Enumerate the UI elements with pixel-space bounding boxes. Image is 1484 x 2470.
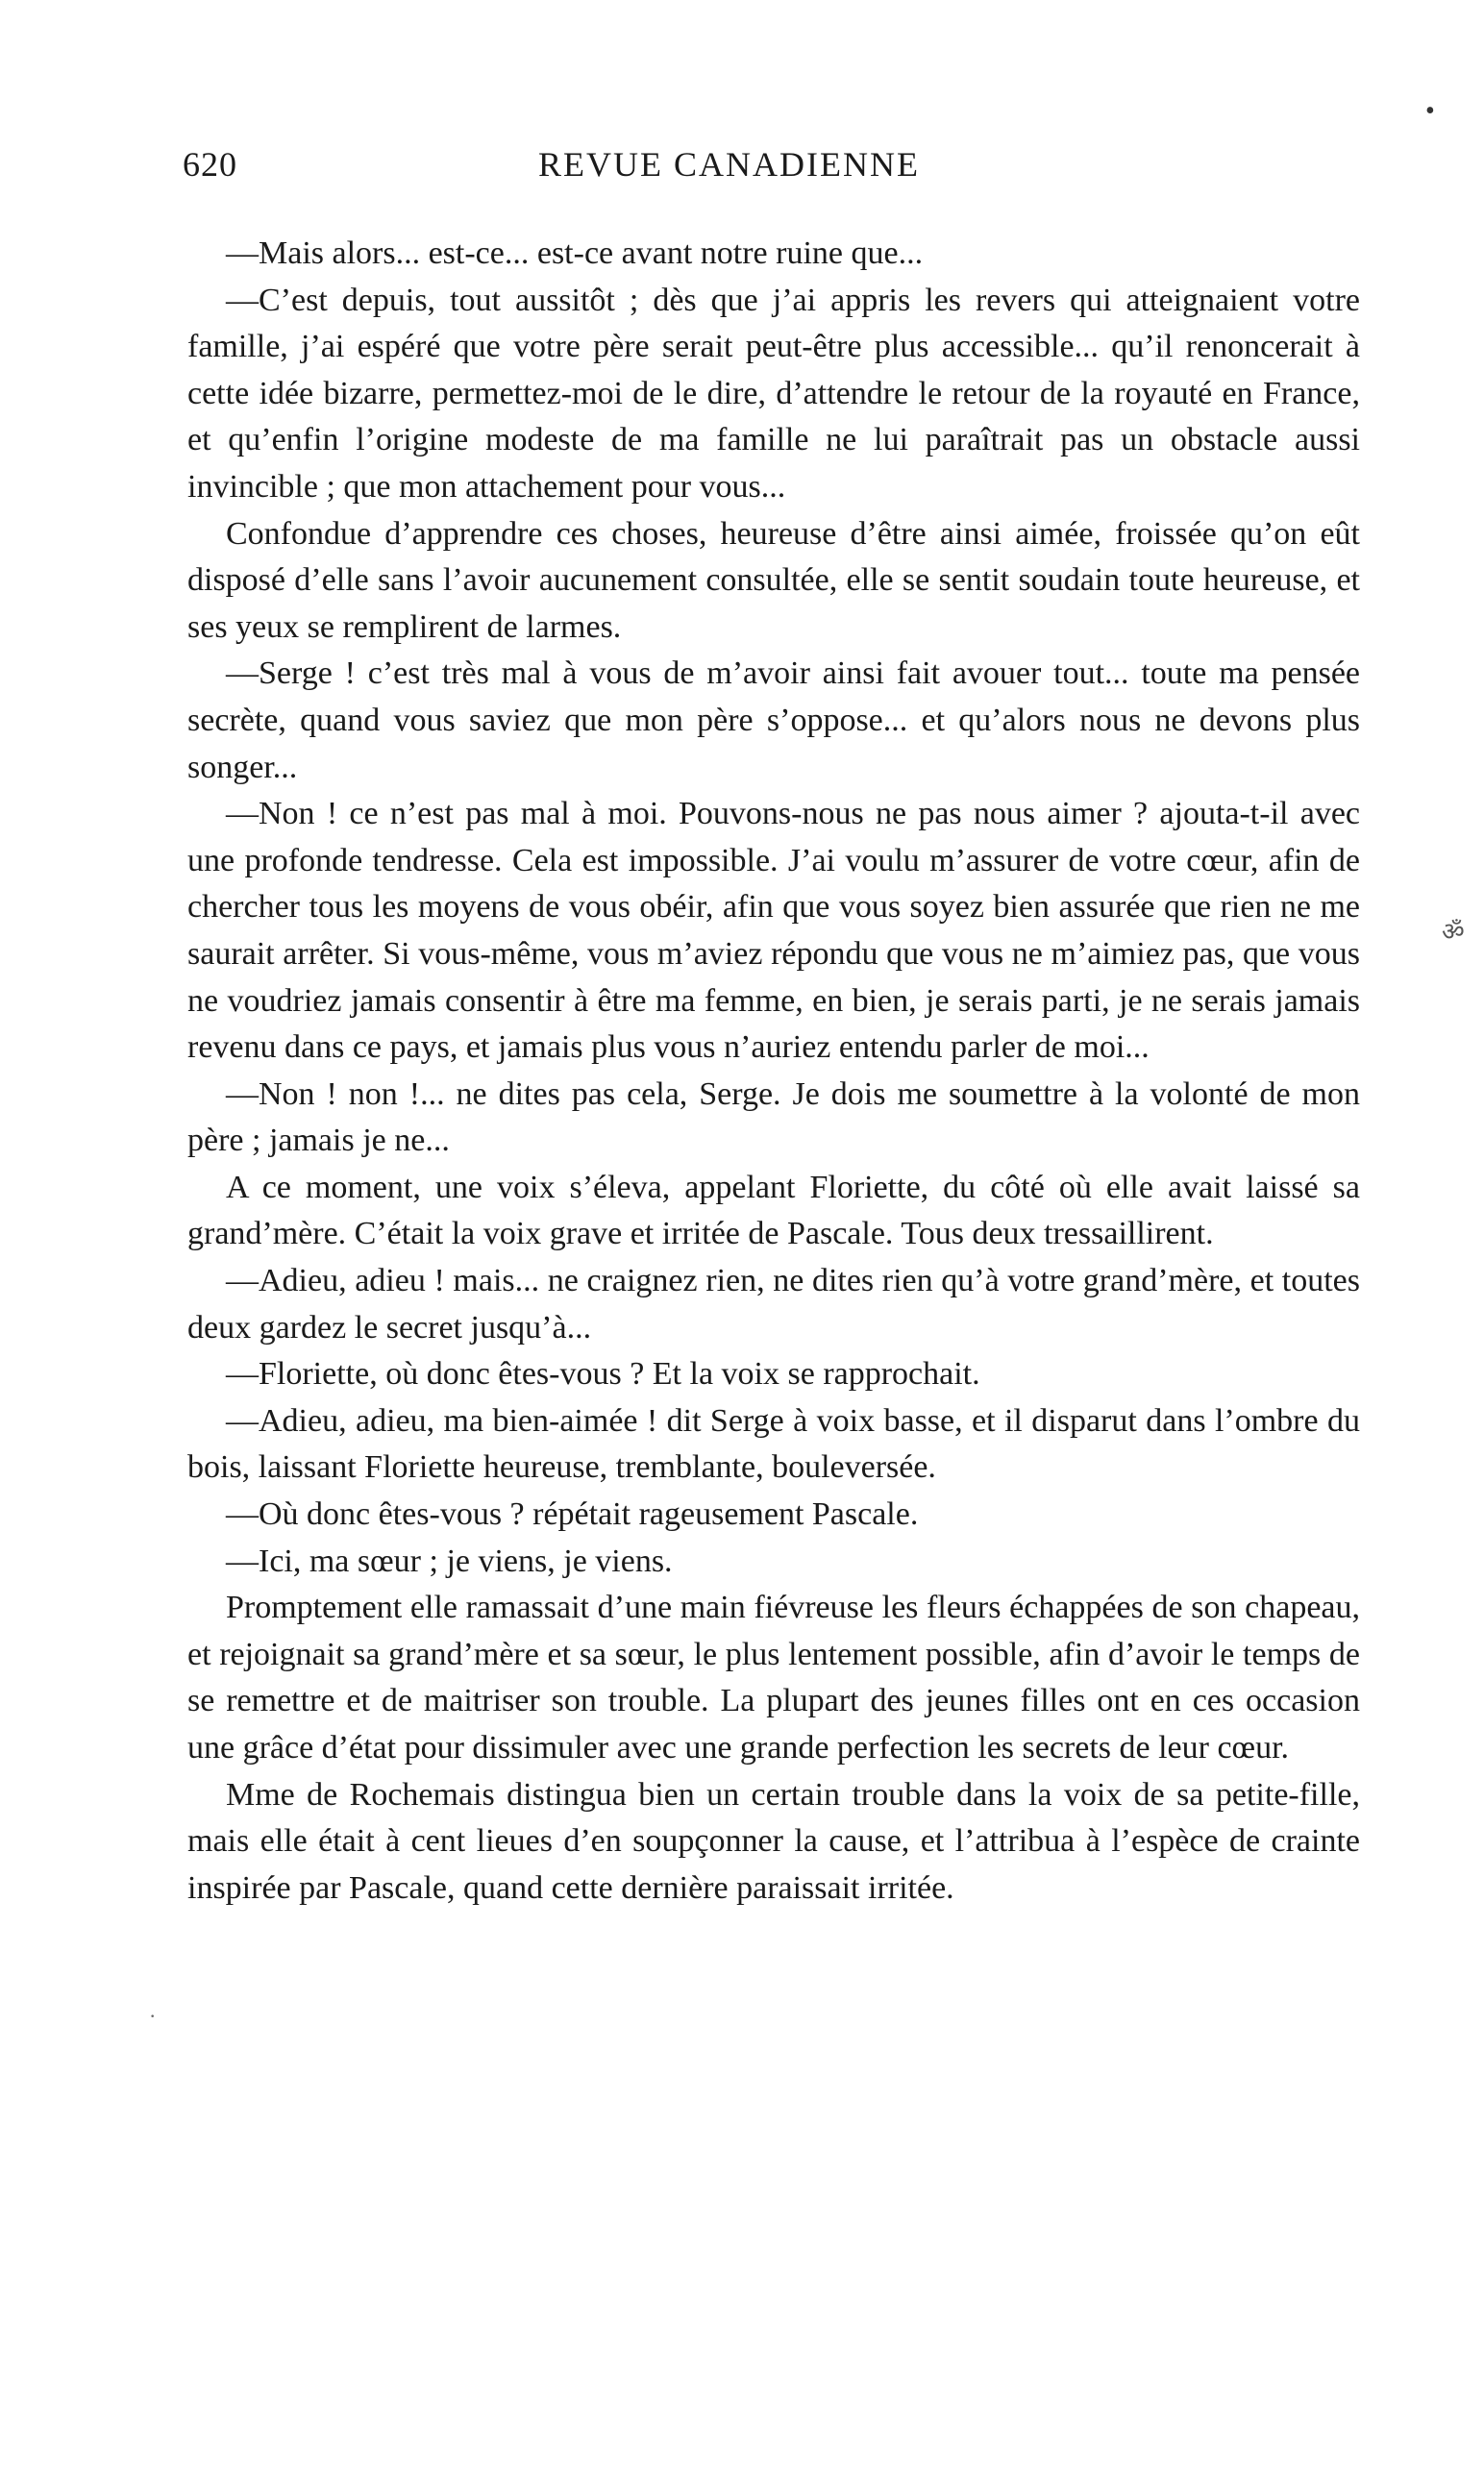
paragraph-4: —Serge ! c’est très mal à vous de m’avoir ainsi fait avouer tout... toute ma pensée secrète, quand vous saviez que mon père s’oppose... et qu’alors nous ne devons plus songer... [187,655,1360,785]
margin-scribble-mark: ॐ [1442,918,1465,946]
page-header [183,144,1365,202]
paragraph-11: —Où donc êtes-vous ? répétait rageusement Pascale. [226,1496,919,1533]
running-title: REVUE CANADIENNE [538,145,920,184]
paragraph-9: —Floriette, où donc êtes-vous ? Et la voix se rapprochait. [226,1356,980,1393]
paragraph-6: —Non ! non !... ne dites pas cela, Serge. Je dois me soumettre à la volonté de mon père ; jamais je ne... [187,1075,1360,1159]
paragraph-2: —C’est depuis, tout aussitôt ; dès que j’ai appris les revers qui atteignaient votre famille, j’ai espéré que votre père serait peut-être plus accessible... qu’il renoncerait à cette idée bizarre, permettez-moi de le dire, d’attendre le retour de la royauté en France, et qu’enfin l’origine modeste de ma famille ne lui paraîtrait pas un obstacle aussi invincible ; que mon attachement pour vous... [187,282,1360,505]
paragraph-8: —Adieu, adieu ! mais... ne craignez rien, ne dites rien qu’à votre grand’mère, et toutes deux gardez le secret jusqu’à... [187,1263,1360,1346]
paragraph-1: —Mais alors... est-ce... est-ce avant notre ruine que... [226,235,924,271]
body-text [187,231,1360,1912]
paragraph-14: Mme de Rochemais distingua bien un certain trouble dans la voix de sa petite-fille, mais elle était à cent lieues d’en soupçonner la cause, et l’attribua à l’espèce de crainte inspirée par Pascale, quand cette dernière paraissait irritée. [187,1776,1360,1906]
paragraph-12: —Ici, ma sœur ; je viens, je viens. [226,1543,673,1579]
paragraph-7: A ce moment, une voix s’éleva, appelant Floriette, du côté où elle avait laissé sa grand’mère. C’était la voix grave et irritée de Pascale. Tous deux tressaillirent. [187,1169,1360,1252]
paragraph-10: —Adieu, adieu, ma bien-aimée ! dit Serge à voix basse, et il disparut dans l’ombre du bois, laissant Floriette heureuse, tremblante, bouleversée. [187,1402,1360,1486]
margin-small-dot: · [149,2004,157,2028]
margin-dot-mark: • [1425,96,1435,126]
paragraph-5: —Non ! ce n’est pas mal à moi. Pouvons-nous ne pas nous aimer ? ajouta-t-il avec une profonde tendresse. Cela est impossible. J’ai voulu m’assurer de votre cœur, afin de chercher tous les moyens de vous obéir, afin que vous soyez bien assurée que rien ne me saurait arrêter. Si vous-même, vous m’aviez répondu que vous ne m’aimiez pas, que vous ne voudriez jamais consentir à être ma femme, en bien, je serais parti, je ne serais jamais revenu dans ce pays, et jamais plus vous n’auriez entendu parler de moi... [187,796,1360,1066]
paragraph-13: Promptement elle ramassait d’une main fiévreuse les fleurs échappées de son chapeau, et rejoignait sa grand’mère et sa sœur, le plus lentement possible, afin d’avoir le temps de se remettre et de maitriser son trouble. La plupart des jeunes filles ont en ces occasion une grâce d’état pour dissimuler avec une grande perfection les secrets de leur cœur. [187,1590,1360,1766]
paragraph-3: Confondue d’apprendre ces choses, heureuse d’être ainsi aimée, froissée qu’on eût disposé d’elle sans l’avoir aucunement consultée, elle se sentit soudain toute heureuse, et ses yeux se remplirent de larmes. [187,515,1360,645]
page-number: 620 [183,145,237,184]
